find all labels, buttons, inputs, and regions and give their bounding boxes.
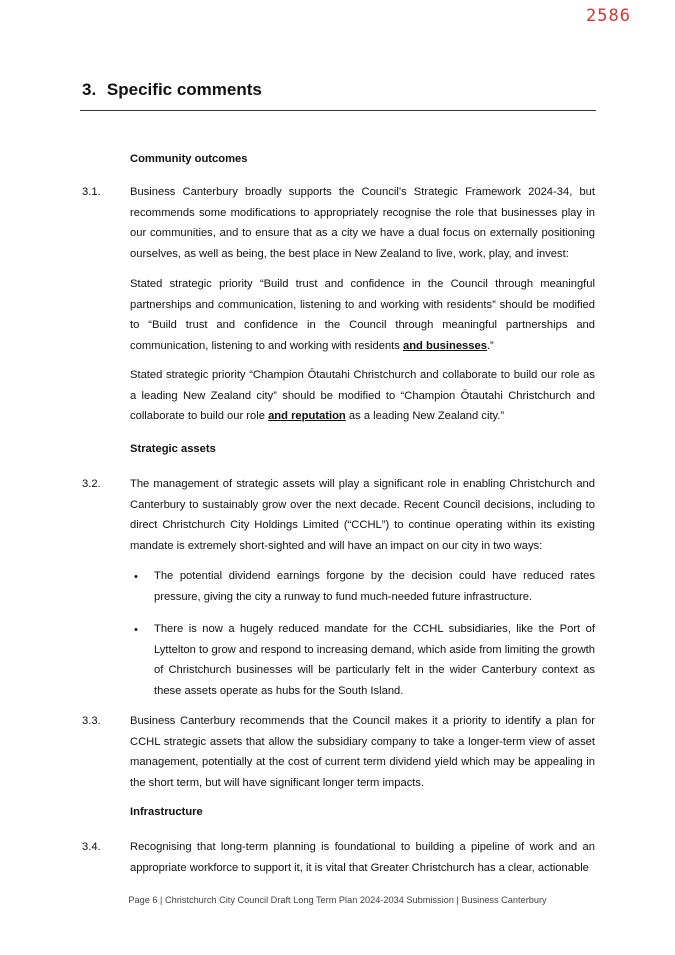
paragraph-3-4: Recognising that long-term planning is foundational to building a pipeline of work and an appropriate workforce to support it, it is vital that Greater Christchurch has a clear, actionable: [130, 841, 595, 874]
priority-champion-emphasis: and reputation: [268, 410, 346, 423]
priority-trust-end: .”: [486, 339, 494, 352]
paragraph-number-3-4: 3.4.: [82, 841, 101, 853]
bullet-marker: •: [134, 571, 138, 583]
priority-trust-text: Stated strategic priority “Build trust and confidence in the Council through meaningful partnerships and communication, listening to and working with residents” should be modified to “Build trust and confidence in the Council through meaningful partnerships and communication, listening to and working with residents: [130, 278, 595, 352]
paragraph-3-2: The management of strategic assets will play a significant role in enabling Christchurch and Canterbury to sustainably grow over the next decade. Recent Council decisions, including to direct Christchurch City Holdings Limited (“CCHL”) to continue operating within its existing mandate is extremely short-sighted and will have an impact on our city in two ways:: [130, 478, 595, 552]
section-heading: [82, 80, 262, 100]
subheading-community-outcomes: Community outcomes: [130, 153, 248, 165]
priority-trust-emphasis: and businesses: [403, 339, 487, 352]
paragraph-3-3: Business Canterbury recommends that the Council makes it a priority to identify a plan for CCHL strategic assets that allow the subsidiary company to take a longer-term view of asset management, potentially at the cost of current term dividend yield which may be appealing in the short term, but will have significant longer term impacts.: [130, 715, 595, 789]
priority-champion-text: Stated strategic priority “Champion Ōtautahi Christchurch and collaborate to build our role as a leading New Zealand city” should be modified to “Champion Ōtautahi Christchurch and collaborate to build our role: [130, 369, 595, 423]
paragraph-3-1-priority-champion: [130, 365, 595, 427]
heading-divider: [80, 110, 596, 111]
paragraph-number-3-2: 3.2.: [82, 478, 101, 490]
paragraph-number-3-1: 3.1.: [82, 186, 101, 198]
page-footer: Page 6 | Christchurch City Council Draft Long Term Plan 2024-2034 Submission | Business Canterbury: [128, 895, 547, 905]
bullet-item-mandate: There is now a hugely reduced mandate for the CCHL subsidiaries, like the Port of Lyttelton to grow and respond to increasing demand, which aside from limiting the growth of Christchurch businesses will be particularly felt in the wider Canterbury context as these assets operate as hubs for the South Island.: [154, 623, 595, 697]
section-title: Specific comments: [106, 80, 262, 99]
bullet-item-dividend: The potential dividend earnings forgone by the decision could have reduced rates pressure, giving the city a runway to fund much-needed future infrastructure.: [154, 570, 595, 603]
priority-champion-end: as a leading New Zealand city.”: [345, 410, 505, 423]
paragraph-3-1-priority-trust: [130, 274, 595, 356]
bullet-marker: •: [134, 624, 138, 636]
section-number: 3.: [82, 80, 97, 99]
paragraph-3-1: Business Canterbury broadly supports the Council’s Strategic Framework 2024-34, but recommends some modifications to appropriately recognise the role that businesses play in our communities, and to ensure that as a city we have a dual focus on externally positioning ourselves, as well as being, the best place in New Zealand to live, work, play, and invest:: [130, 186, 595, 260]
subheading-infrastructure: Infrastructure: [130, 806, 203, 818]
paragraph-number-3-3: 3.3.: [82, 715, 101, 727]
page-stamp: 2586: [586, 6, 631, 26]
subheading-strategic-assets: Strategic assets: [130, 443, 216, 455]
